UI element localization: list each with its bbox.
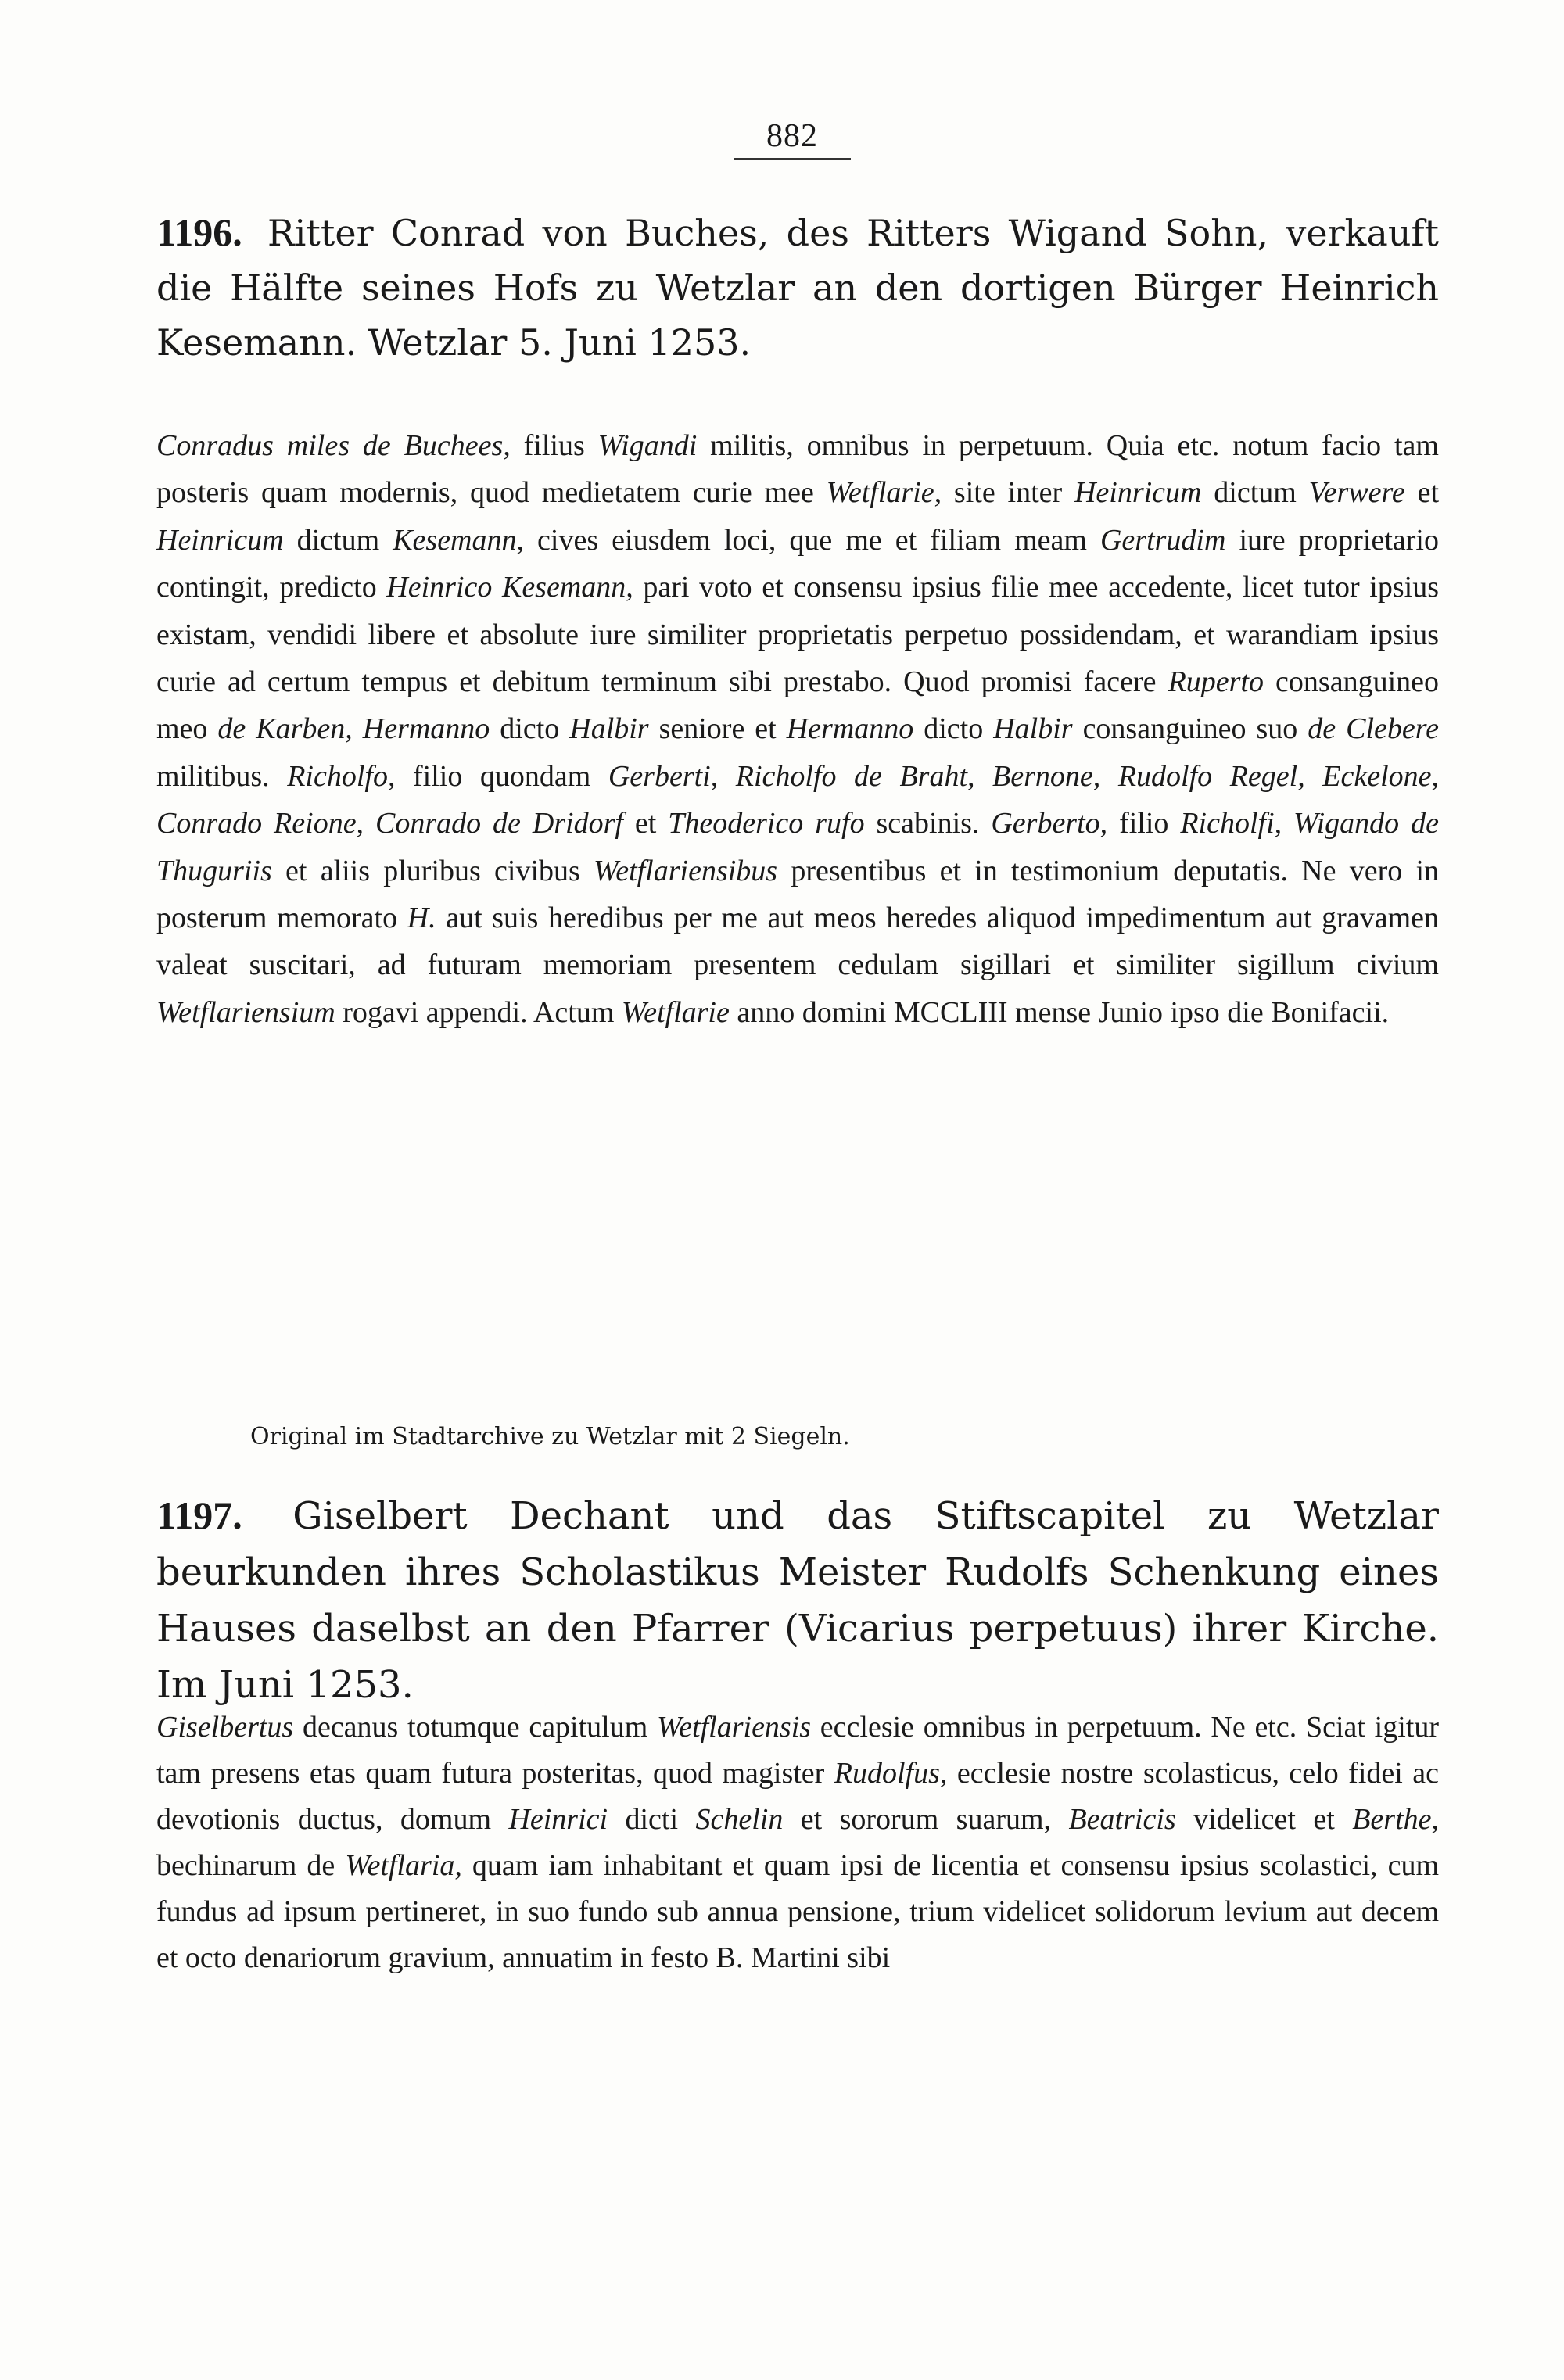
text-part: Wetflariensibus [594, 854, 778, 887]
text-part: Ruperto [1168, 665, 1264, 699]
text-part: videlicet et [1175, 1803, 1353, 1836]
text-part: de Clebere [1308, 712, 1439, 746]
text-part: filio quondam [395, 759, 608, 793]
text-part: Kesemann, [393, 523, 524, 557]
document-1196-number: 1196. [156, 210, 242, 254]
text-part: dictum [1201, 476, 1309, 510]
text-part: dictum [283, 523, 393, 557]
text-part: ecclesie nostre scolasticus, celo fidei ac devotionis ductus, domum [156, 1757, 1439, 1836]
text-part: bechinarum de [156, 1849, 346, 1882]
text-part: dicto [913, 712, 994, 746]
text-part: Beatricis [1068, 1803, 1176, 1836]
text-part: consanguineo meo [156, 665, 1440, 746]
text-part: et sororum suarum, [783, 1803, 1069, 1836]
text-part: Wetflariensis [657, 1711, 812, 1744]
text-part: Rudolfus, [834, 1757, 948, 1790]
text-part: decanus totumque capitulum [293, 1711, 658, 1744]
text-part: ecclesie omnibus in perpetuum. Ne etc. Sciat igitur tam presens etas quam futura posteritas, quod magister [156, 1711, 1439, 1790]
text-part: Richolfo, [287, 759, 396, 793]
text-part: anno domini MCCLIII mense Junio ipso die Bonifacii. [729, 995, 1390, 1029]
text-part: militis, omnibus in perpetuum. Quia etc. notum facio tam posteris quam modernis, quod medietatem curie mee [156, 429, 1439, 510]
text-part: Wetflaria, [345, 1849, 462, 1882]
text-part: Berthe, [1352, 1803, 1439, 1836]
text-part: Wetflariensium [156, 995, 335, 1029]
text-part: Heinricum [156, 523, 284, 557]
text-part: militibus. [156, 759, 288, 793]
text-part: de Karben, Hermanno [217, 712, 490, 746]
text-part: Wigandi [597, 429, 698, 462]
text-part: dicto [490, 712, 570, 746]
text-part: cives eiusdem loci, que me et filiam meam [524, 523, 1100, 557]
text-part: Schelin [695, 1803, 784, 1836]
text-part: presentibus et in testimonium deputatis. Ne vero in posterum memorato [156, 854, 1440, 935]
text-part: Conradus miles de Buchees, [156, 429, 511, 462]
text-part: pari voto et consensu ipsius filie mee accedente, licet tutor ipsius existam, vendidi libere et absolute iure similiter proprietatis perpetuo possidendam, et warandiam ipsius curie ad certum tempus et debitum terminum sibi prestabo. Quod promisi facere [156, 571, 1439, 699]
text-part: H. [407, 901, 436, 935]
text-part: Gerberto, [991, 807, 1108, 841]
text-part: scabinis. [864, 807, 992, 841]
text-part: Heinrici [508, 1803, 608, 1836]
text-part: Wetflarie, [826, 476, 942, 510]
page-number: 882 [734, 117, 851, 160]
text-part: aut suis heredibus per me aut meos heredes aliquod impedimentum aut gravamen valeat suscitari, ad futuram memoriam presentem cedulam sigillari et similiter sigillum civium [156, 901, 1439, 982]
text-part: Giselbertus [156, 1711, 294, 1744]
text-part: et aliis pluribus civibus [271, 854, 594, 887]
document-1196-heading [156, 205, 1439, 370]
document-1197-number: 1197. [156, 1493, 242, 1537]
text-part: Heinrico Kesemann, [386, 571, 633, 604]
text-part: et [1404, 476, 1439, 510]
text-part: Hermanno [786, 712, 914, 746]
document-1196-summary: Ritter Conrad von Buches, des Ritters Wigand Sohn, verkauft die Hälfte seines Hofs zu Wetzlar an den dortigen Bürger Heinrich Kesemann. Wetzlar 5. Juni 1253. [156, 212, 1439, 364]
text-part: Halbir [993, 712, 1073, 746]
text-part: Theoderico rufo [668, 807, 865, 841]
text-part: Verwere [1308, 476, 1405, 510]
document-1197-summary: Giselbert Dechant und das Stiftscapitel zu Wetzlar beurkunden ihres Scholastikus Meister Rudolfs Schenkung eines Hauses daselbst an den Pfarrer (Vicarius perpetuus) ihrer Kirche. Im Juni 1253. [156, 1494, 1439, 1707]
text-part: iure proprietario contingit, predicto [156, 523, 1439, 604]
text-part: Gerberti, Richolfo de Braht, Bernone, Rudolfo Regel, Eckelone, Conrado Reione, Conrado de Dridorf [156, 759, 1439, 841]
text-part: Halbir [569, 712, 649, 746]
document-1197-text [156, 1704, 1439, 1981]
text-part: et [622, 807, 669, 841]
text-part: Richolfi, Wigando de Thuguriis [156, 807, 1439, 887]
text-part: filius [510, 429, 598, 462]
document-1196-source-note: Original im Stadtarchive zu Wetzlar mit 2 Siegeln. [250, 1423, 850, 1450]
text-part: Heinricum [1074, 476, 1202, 510]
text-part: site inter [942, 476, 1074, 510]
text-part: Gertrudim [1099, 523, 1226, 557]
text-part: seniore et [648, 712, 787, 746]
text-part: dicti [608, 1803, 696, 1836]
document-1197-heading [156, 1487, 1439, 1713]
text-part: Wetflarie [621, 995, 730, 1029]
text-part: quam iam inhabitant et quam ipsi de licentia et consensu ipsius scolastici, cum fundus ad ipsum pertineret, in suo fundo sub annua pensione, trium videlicet solidorum levium aut decem et octo denariorum gravium, annuatim in festo B. Martini sibi [156, 1849, 1439, 1974]
text-part: consanguineo suo [1072, 712, 1308, 746]
document-1196-text [156, 422, 1439, 1036]
text-part: filio [1107, 807, 1181, 841]
text-part: rogavi appendi. Actum [335, 995, 622, 1029]
